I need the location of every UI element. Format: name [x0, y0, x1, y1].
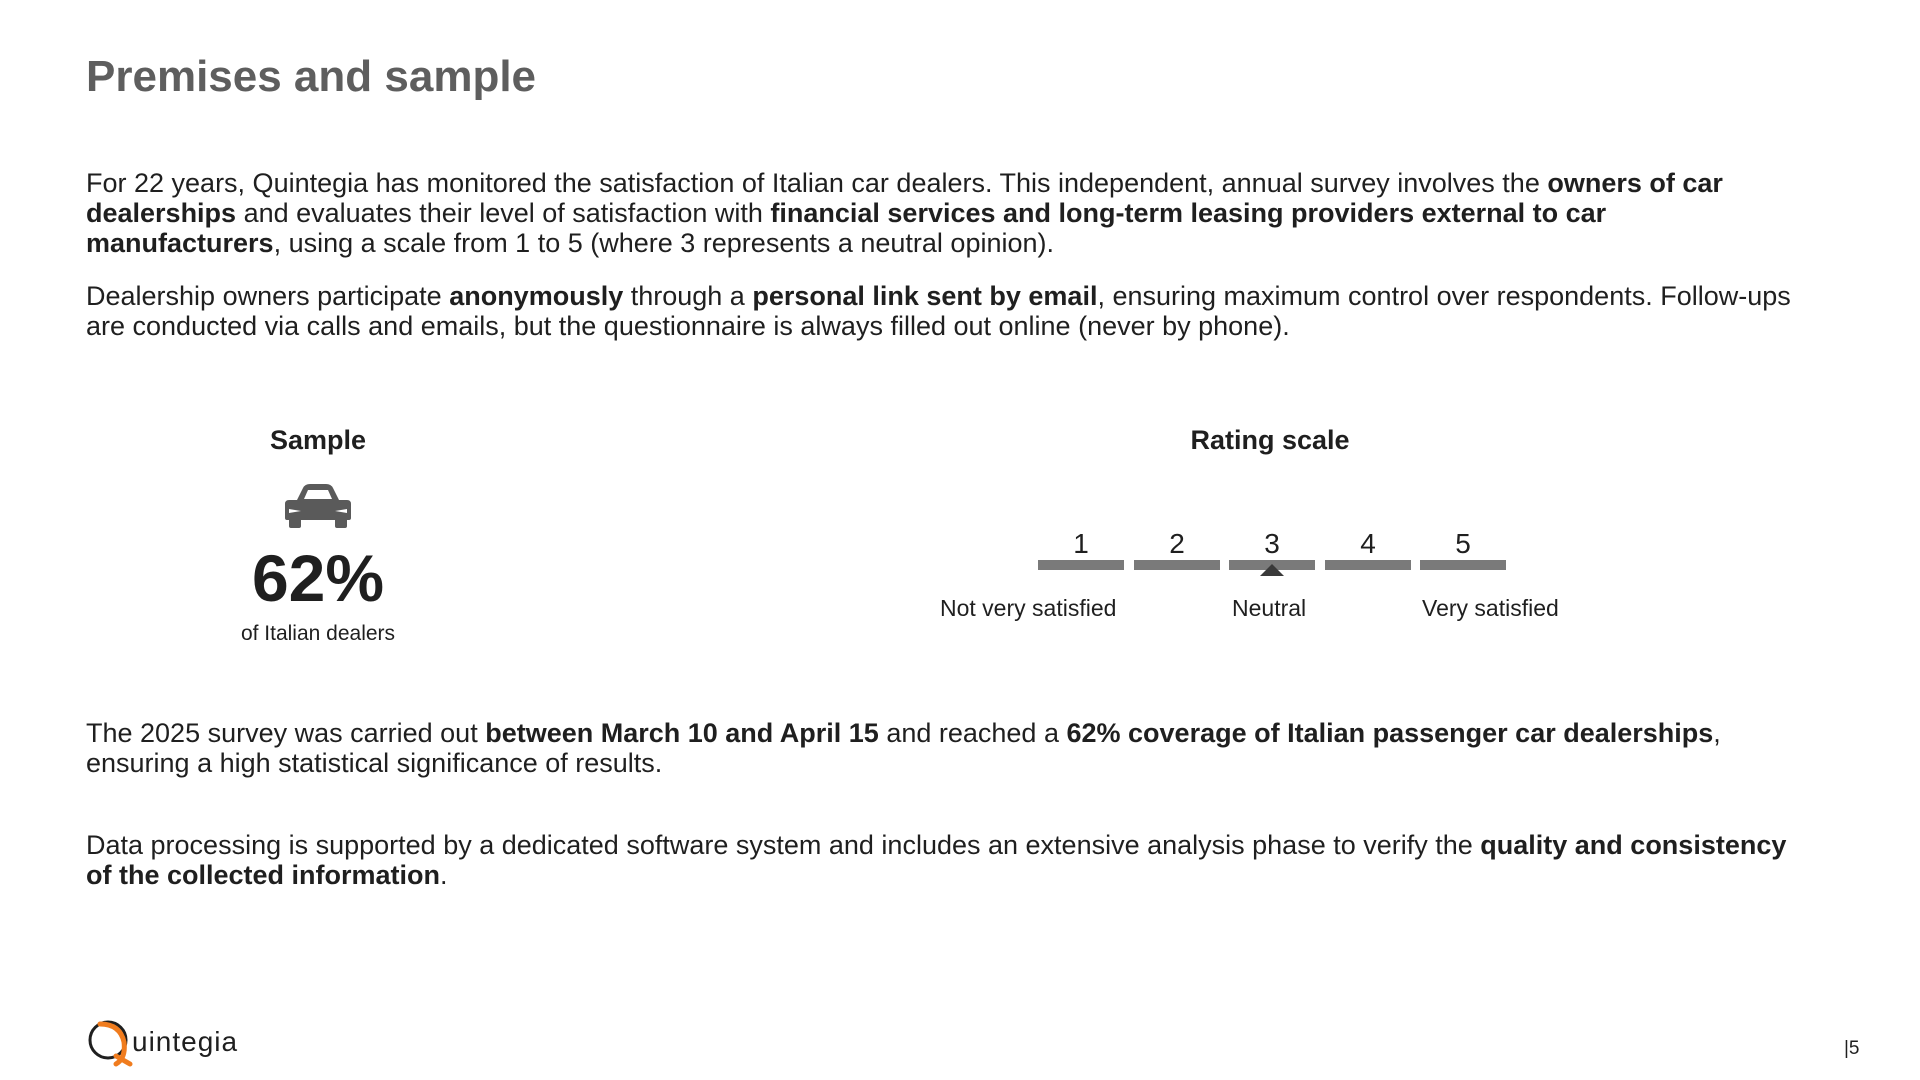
page-number: |5: [1844, 1038, 1860, 1059]
text-run: , ensuring a high statistical significance of results.: [86, 718, 1721, 778]
logo-text: uintegia: [132, 1026, 239, 1057]
text-run: , using a scale from 1 to 5 (where 3 represents a neutral opinion).: [273, 228, 1054, 258]
scale-point-5: 5: [1455, 528, 1471, 559]
scale-label-high: Very satisfied: [1422, 595, 1559, 621]
text-run: Data processing is supported by a dedicated software system and includes an extensive analysis phase to verify the: [86, 830, 1481, 860]
text-run: The 2025 survey was carried out: [86, 718, 486, 748]
page-title: Premises and sample: [86, 52, 537, 101]
car-icon: [283, 482, 353, 530]
text-run: , ensuring maximum control over respondents. Follow-ups are conducted via calls and emails, but the questionnaire is always filled out online (never by phone).: [86, 281, 1791, 341]
intro-paragraph-2: [86, 281, 1806, 341]
bold-run: anonymously: [449, 281, 624, 311]
scale-bar-2: [1134, 560, 1220, 570]
scale-bar-1: [1038, 560, 1124, 570]
text-run: through a: [623, 281, 753, 311]
bold-run: 62% coverage of Italian passenger car dealerships: [1066, 718, 1714, 748]
processing-paragraph: [86, 830, 1806, 890]
rating-heading: Rating scale: [1190, 425, 1350, 455]
bold-run: financial services and long-term leasing providers external to car manufacturers: [86, 198, 1607, 258]
scale-label-neutral: Neutral: [1232, 595, 1307, 621]
scale-bar-5: [1420, 560, 1506, 570]
survey-paragraph: [86, 718, 1806, 778]
scale-bar-4: [1325, 560, 1411, 570]
bold-run: between March 10 and April 15: [485, 718, 879, 748]
scale-label-low: Not very satisfied: [940, 595, 1117, 621]
scale-point-2: 2: [1169, 528, 1185, 559]
sample-heading: Sample: [269, 425, 367, 455]
text-run: .: [440, 860, 448, 890]
sample-value: 62%: [251, 541, 385, 615]
scale-point-1: 1: [1073, 528, 1089, 559]
scale-point-4: 4: [1360, 528, 1376, 559]
sample-caption: of Italian dealers: [240, 622, 396, 645]
intro-paragraph-1: [86, 168, 1806, 258]
neutral-marker-icon: [1260, 564, 1284, 576]
bold-run: owners of car dealerships: [86, 168, 1723, 228]
text-run: For 22 years, Quintegia has monitored the satisfaction of Italian car dealers. This independent, annual survey involves the: [86, 168, 1548, 198]
text-run: and evaluates their level of satisfaction with: [236, 198, 771, 228]
bold-run: personal link sent by email: [752, 281, 1098, 311]
text-run: Dealership owners participate: [86, 281, 450, 311]
scale-point-3: 3: [1264, 528, 1280, 559]
bold-run: quality and consistency of the collected information: [86, 830, 1787, 890]
text-run: and reached a: [878, 718, 1067, 748]
